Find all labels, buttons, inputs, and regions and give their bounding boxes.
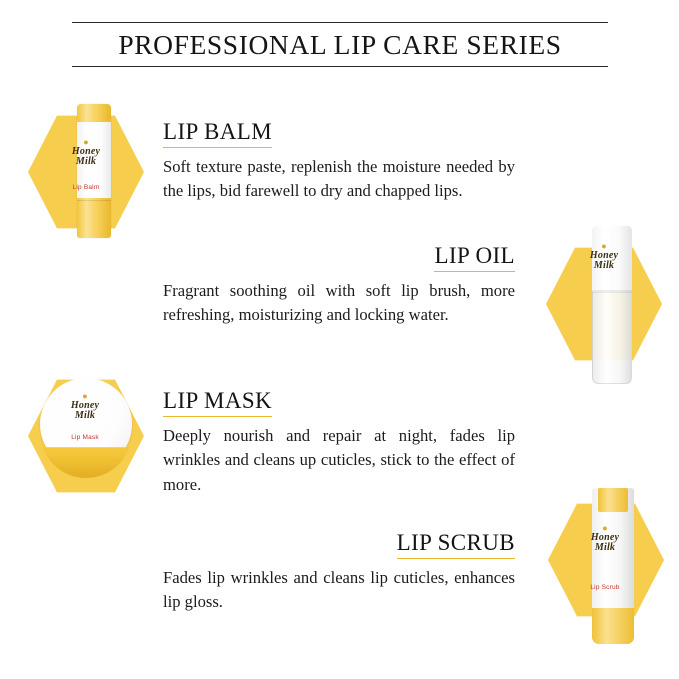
bee-icon: ● xyxy=(83,137,89,147)
bee-icon: ● xyxy=(601,241,607,251)
product-label-balm: Lip Balm xyxy=(72,184,100,191)
brand-line-honey: Honey xyxy=(70,400,100,411)
section-body-lip-oil: Fragrant soothing oil with soft lip brush, more refreshing, moisturizing and locking water. xyxy=(163,281,515,325)
brand-line-milk: Milk xyxy=(74,410,96,421)
brand-line-honey: Honey xyxy=(71,146,101,157)
brand-line-honey: Honey xyxy=(590,532,620,543)
brand-mark-balm xyxy=(22,138,150,167)
product-image-lip-balm xyxy=(22,104,150,239)
brand-line-milk: Milk xyxy=(593,260,615,271)
bee-icon: ● xyxy=(602,523,608,533)
brand-mark-scrub xyxy=(540,524,670,553)
section-title-lip-mask: LIP MASK xyxy=(163,388,272,417)
product-image-lip-mask xyxy=(20,370,150,500)
brand-mark-mask xyxy=(20,392,150,421)
header-rule-bottom xyxy=(72,66,608,67)
product-image-lip-oil xyxy=(540,226,668,386)
lip-balm-cap-line xyxy=(77,200,111,201)
brand-mark-oil xyxy=(540,242,668,271)
section-lip-oil xyxy=(163,243,515,328)
section-lip-scrub xyxy=(163,530,515,615)
lip-oil-cap-ring xyxy=(592,290,632,293)
product-label-scrub: Lip Scrub xyxy=(590,584,620,591)
section-lip-balm xyxy=(163,119,515,204)
section-body-lip-balm: Soft texture paste, replenish the moisture needed by the lips, bid farewell to dry and chapped lips. xyxy=(163,157,515,201)
section-body-lip-mask: Deeply nourish and repair at night, fades lip wrinkles and cleans up cuticles, stick to the effect of more. xyxy=(163,426,515,494)
page-header xyxy=(72,22,608,67)
bee-icon: ● xyxy=(82,391,88,401)
section-title-lip-balm: LIP BALM xyxy=(163,119,272,148)
lip-scrub-tube-base xyxy=(592,608,634,644)
product-label-mask: Lip Mask xyxy=(71,434,99,441)
brand-line-honey: Honey xyxy=(589,250,619,261)
product-image-lip-scrub xyxy=(540,488,670,648)
brand-line-milk: Milk xyxy=(594,542,616,553)
section-lip-mask xyxy=(163,388,515,497)
section-title-lip-oil: LIP OIL xyxy=(434,243,515,272)
section-title-lip-scrub: LIP SCRUB xyxy=(397,530,515,559)
lip-scrub-tube-cap xyxy=(598,488,628,512)
section-body-lip-scrub: Fades lip wrinkles and cleans lip cuticles, enhances lip gloss. xyxy=(163,568,515,612)
brand-line-milk: Milk xyxy=(75,156,97,167)
page-title: PROFESSIONAL LIP CARE SERIES xyxy=(118,29,562,60)
